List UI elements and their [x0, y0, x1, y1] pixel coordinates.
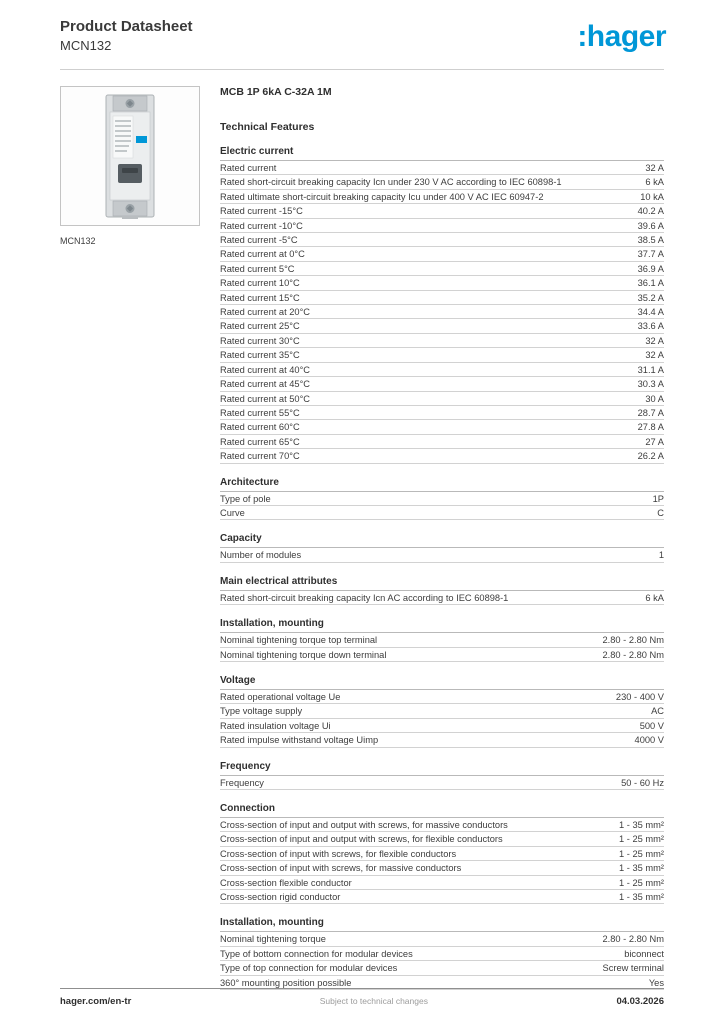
spec-value: 1 - 25 mm² [619, 848, 664, 859]
spec-row [220, 161, 664, 175]
page-header [0, 0, 724, 53]
spec-value: 38.5 A [637, 235, 664, 246]
spec-row [220, 890, 664, 904]
spec-row [220, 392, 664, 406]
spec-section [220, 673, 664, 748]
spec-value: 32 A [645, 163, 664, 173]
hager-logo: :hager [577, 20, 666, 53]
spec-row [220, 377, 664, 391]
product-image-column [60, 86, 202, 990]
product-image-frame [60, 86, 200, 226]
spec-label: Cross-section of input with screws, for flexible conductors [220, 848, 457, 859]
spec-value: 1 - 35 mm² [619, 892, 664, 903]
spec-label: Nominal tightening torque down terminal [220, 649, 387, 660]
spec-row [220, 247, 664, 261]
spec-label: Number of modules [220, 550, 302, 561]
spec-value: 34.4 A [637, 307, 664, 318]
spec-label: Cross-section of input and output with screws, for massive conductors [220, 820, 508, 830]
spec-row [220, 435, 664, 449]
spec-section [220, 759, 664, 790]
spec-row [220, 334, 664, 348]
section-rows [220, 492, 664, 521]
spec-label: Rated current 60°C [220, 422, 300, 433]
section-rows [220, 818, 664, 904]
footer-date: 04.03.2026 [616, 996, 664, 1007]
technical-data-column [220, 86, 664, 990]
spec-value: 30 A [645, 393, 664, 404]
section-title: Electric current [220, 144, 664, 161]
spec-row [220, 348, 664, 362]
spec-label: Frequency [220, 777, 264, 788]
spec-row [220, 719, 664, 733]
spec-label: Nominal tightening torque [220, 934, 326, 945]
spec-row [220, 204, 664, 218]
spec-row [220, 704, 664, 718]
mcb-product-image [82, 92, 178, 220]
spec-label: Rated current 65°C [220, 436, 300, 447]
spec-value: 50 - 60 Hz [621, 777, 664, 788]
spec-row [220, 449, 664, 463]
spec-value: Yes [648, 977, 664, 988]
spec-row [220, 648, 664, 662]
spec-label: Rated current at 40°C [220, 364, 311, 375]
spec-value: 33.6 A [637, 321, 664, 332]
spec-value: 37.7 A [637, 249, 664, 260]
spec-label: Rated current 15°C [220, 292, 300, 303]
spec-row [220, 506, 664, 520]
spec-label: Rated current -10°C [220, 220, 303, 231]
spec-label: Rated short-circuit breaking capacity Icn under 230 V AC according to IEC 60898-1 [220, 177, 562, 188]
spec-value: 27.8 A [637, 422, 664, 433]
spec-value: 6 kA [645, 177, 664, 188]
spec-row [220, 291, 664, 305]
spec-row [220, 847, 664, 861]
section-rows [220, 548, 664, 562]
spec-section [220, 531, 664, 562]
spec-value: 32 A [645, 350, 664, 361]
spec-value: 1 - 35 mm² [619, 863, 664, 874]
section-rows [220, 776, 664, 790]
spec-value: 40.2 A [637, 206, 664, 217]
product-reference: MCN132 [60, 38, 112, 53]
spec-value: 1 - 25 mm² [619, 877, 664, 888]
spec-value: biconnect [624, 948, 664, 959]
spec-value: 26.2 A [637, 451, 664, 462]
spec-value: AC [651, 706, 664, 717]
spec-label: Type of pole [220, 493, 271, 504]
spec-section [220, 616, 664, 662]
spec-row [220, 319, 664, 333]
spec-label: Cross-section of input with screws, for massive conductors [220, 863, 462, 874]
product-image-caption: MCN132 [60, 236, 96, 246]
spec-row [220, 175, 664, 189]
spec-row [220, 363, 664, 377]
section-title: Main electrical attributes [220, 574, 664, 591]
spec-value: Screw terminal [602, 963, 664, 974]
footer-website-link[interactable]: hager.com/en-tr [60, 996, 132, 1007]
spec-label: Cross-section rigid conductor [220, 892, 341, 903]
spec-row [220, 492, 664, 506]
spec-value: 36.1 A [637, 278, 664, 289]
section-rows [220, 161, 664, 464]
spec-section [220, 574, 664, 605]
spec-label: Rated current 5°C [220, 263, 295, 274]
spec-value: 2.80 - 2.80 Nm [602, 635, 664, 646]
spec-row [220, 591, 664, 605]
spec-value: 4000 V [634, 735, 664, 746]
spec-label: Rated current 30°C [220, 335, 300, 346]
spec-row [220, 548, 664, 562]
spec-value: 2.80 - 2.80 Nm [602, 934, 664, 945]
page-title: Product Datasheet [60, 18, 193, 35]
spec-row [220, 733, 664, 747]
spec-row [220, 776, 664, 790]
spec-label: Rated current at 50°C [220, 393, 311, 404]
section-rows [220, 591, 664, 605]
spec-row [220, 633, 664, 647]
spec-value: 28.7 A [637, 407, 664, 418]
section-title: Frequency [220, 759, 664, 776]
spec-value: 230 - 400 V [615, 691, 664, 702]
spec-label: Type of bottom connection for modular devices [220, 948, 413, 959]
spec-label: Rated operational voltage Ue [220, 691, 341, 702]
spec-label: Type of top connection for modular devices [220, 963, 398, 974]
technical-features-heading: Technical Features [220, 121, 315, 133]
spec-row [220, 876, 664, 890]
spec-label: Rated current at 45°C [220, 379, 311, 390]
spec-row [220, 420, 664, 434]
section-rows [220, 932, 664, 990]
spec-value: 2.80 - 2.80 Nm [602, 649, 664, 660]
spec-value: 36.9 A [637, 263, 664, 274]
section-rows [220, 633, 664, 662]
spec-label: Rated current 10°C [220, 278, 300, 289]
spec-value: 1 - 25 mm² [619, 834, 664, 845]
spec-row [220, 932, 664, 946]
spec-row [220, 233, 664, 247]
spec-label: 360° mounting position possible [220, 977, 352, 988]
spec-label: Rated current [220, 163, 277, 173]
spec-value: 1P [652, 493, 664, 504]
spec-label: Cross-section flexible conductor [220, 877, 352, 888]
spec-row [220, 406, 664, 420]
section-title: Installation, mounting [220, 915, 664, 932]
spec-value: 27 A [645, 436, 664, 447]
spec-label: Rated insulation voltage Ui [220, 720, 331, 731]
spec-label: Rated short-circuit breaking capacity Icn AC according to IEC 60898-1 [220, 592, 509, 603]
spec-label: Nominal tightening torque top terminal [220, 635, 378, 646]
spec-section [220, 801, 664, 904]
section-rows [220, 690, 664, 748]
spec-row [220, 861, 664, 875]
spec-value: 10 kA [640, 191, 664, 202]
section-title: Architecture [220, 475, 664, 492]
section-title: Voltage [220, 673, 664, 690]
spec-row [220, 818, 664, 832]
spec-label: Cross-section of input and output with screws, for flexible conductors [220, 834, 503, 845]
spec-label: Rated ultimate short-circuit breaking capacity Icu under 400 V AC IEC 60947-2 [220, 191, 544, 202]
spec-label: Rated current at 20°C [220, 307, 311, 318]
spec-row [220, 190, 664, 204]
section-title: Connection [220, 801, 664, 818]
spec-value: C [657, 507, 664, 518]
spec-label: Type voltage supply [220, 706, 303, 717]
spec-value: 500 V [639, 720, 664, 731]
spec-row [220, 961, 664, 975]
spec-row [220, 305, 664, 319]
spec-value: 1 - 35 mm² [619, 820, 664, 830]
spec-value: 30.3 A [637, 379, 664, 390]
spec-label: Rated current at 0°C [220, 249, 305, 260]
header-titles [60, 18, 193, 53]
spec-value: 1 [658, 550, 664, 561]
product-title: MCB 1P 6kA C-32A 1M [220, 86, 332, 98]
spec-label: Rated current -5°C [220, 235, 298, 246]
spec-label: Curve [220, 507, 245, 518]
spec-sections [220, 144, 664, 990]
spec-label: Rated current 35°C [220, 350, 300, 361]
footer-note: Subject to technical changes [319, 996, 428, 1006]
spec-label: Rated current 70°C [220, 451, 300, 462]
main-content [0, 70, 724, 990]
spec-row [220, 276, 664, 290]
spec-value: 31.1 A [637, 364, 664, 375]
spec-value: 35.2 A [637, 292, 664, 303]
spec-row [220, 690, 664, 704]
spec-label: Rated current 25°C [220, 321, 300, 332]
spec-row [220, 219, 664, 233]
spec-section [220, 915, 664, 990]
spec-label: Rated impulse withstand voltage Uimp [220, 735, 379, 746]
spec-label: Rated current -15°C [220, 206, 303, 217]
section-title: Installation, mounting [220, 616, 664, 633]
spec-value: 32 A [645, 335, 664, 346]
section-title: Capacity [220, 531, 664, 548]
spec-row [220, 947, 664, 961]
spec-row [220, 832, 664, 846]
spec-value: 39.6 A [637, 220, 664, 231]
spec-row [220, 262, 664, 276]
page-footer [60, 988, 664, 1007]
spec-label: Rated current 55°C [220, 407, 300, 418]
spec-section [220, 144, 664, 464]
spec-value: 6 kA [645, 592, 664, 603]
spec-section [220, 475, 664, 521]
